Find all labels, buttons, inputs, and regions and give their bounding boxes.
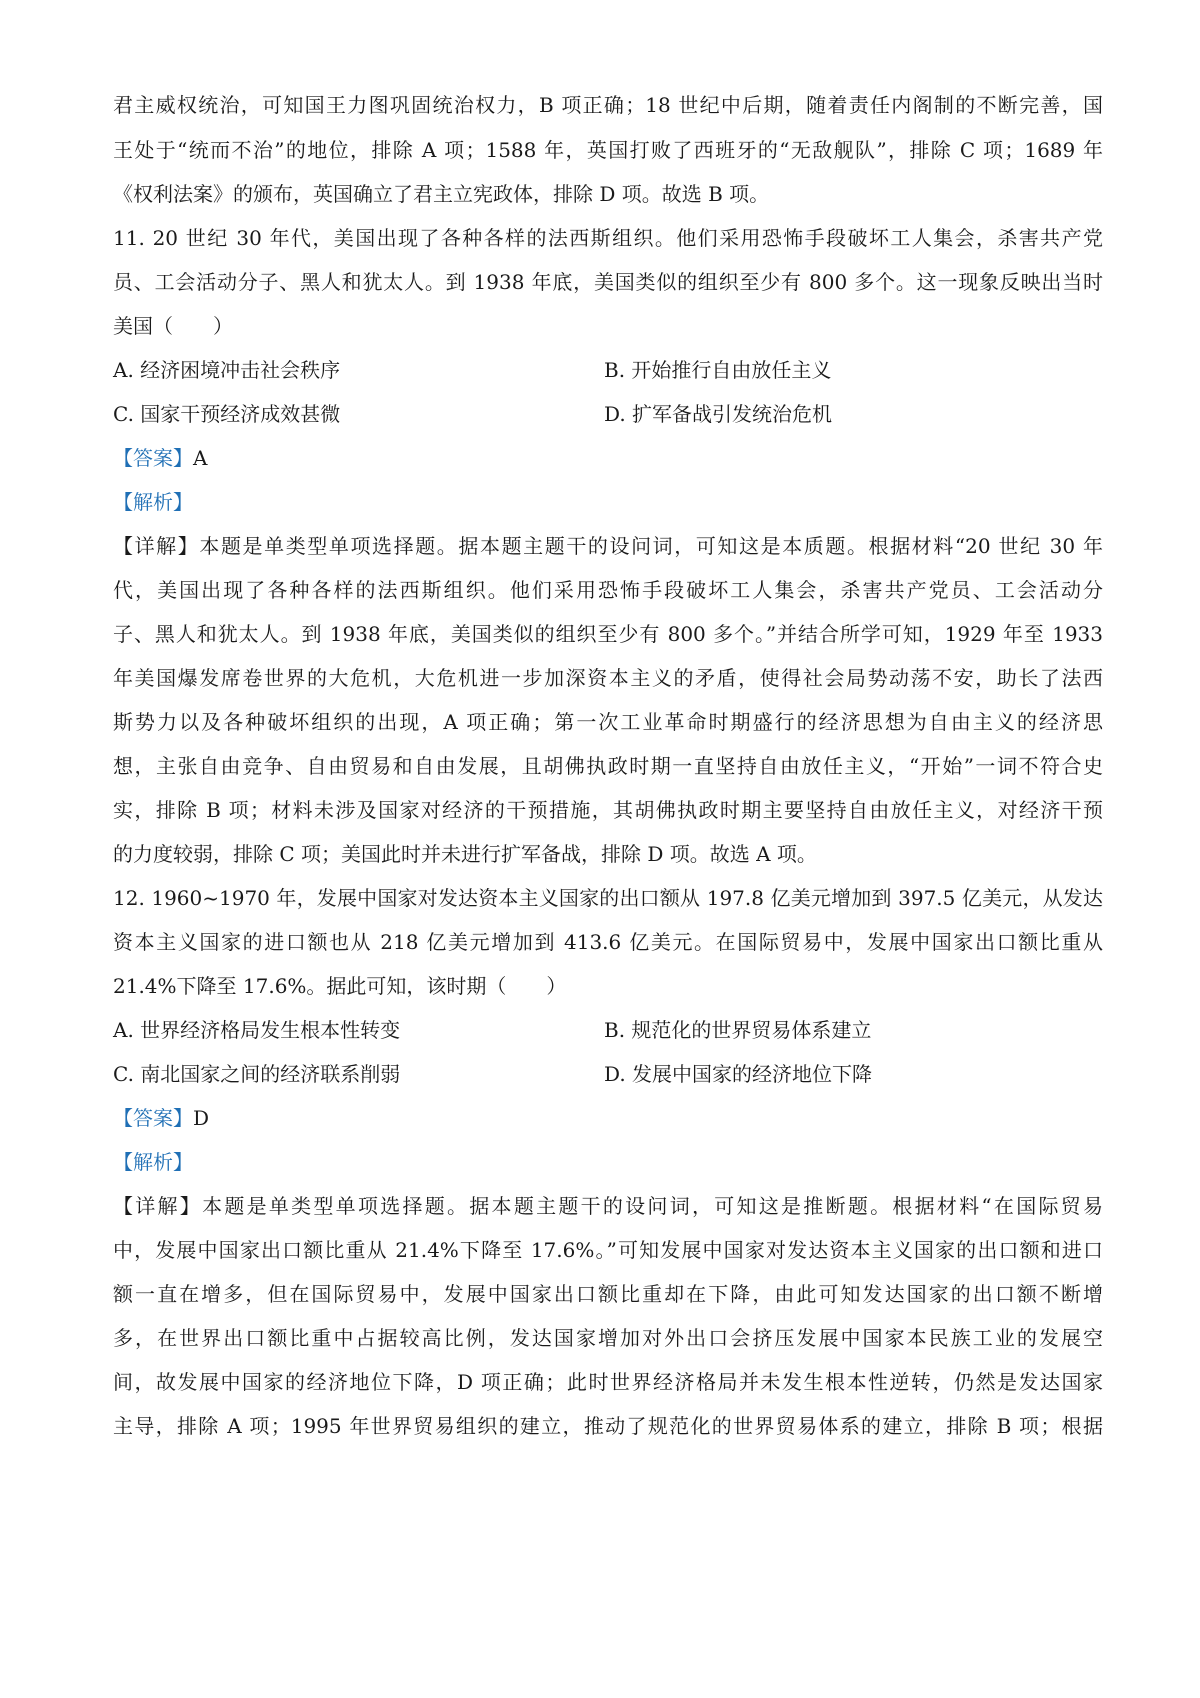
q11-option-c: C. 国家干预经济成效甚微 (113, 402, 341, 426)
q12-answer (113, 1104, 209, 1132)
q11-detail-line (113, 532, 1103, 560)
q11-detail-line: 想，主张自由竞争、自由贸易和自由发展，且胡佛执政时期一直坚持自由放任主义，“开始”一词不符合史 (113, 754, 1103, 778)
q12-option-b: B. 规范化的世界贸易体系建立 (604, 1018, 872, 1042)
q12-stem-line: 12. 1960~1970 年，发展中国家对发达资本主义国家的出口额从 197.8 亿美元增加到 397.5 亿美元，从发达 (113, 886, 1103, 910)
answer-value: D (193, 1106, 210, 1130)
q12-detail-line (113, 1192, 1103, 1220)
answer-value: A (193, 446, 208, 470)
analysis-tag: 【解析】 (113, 490, 193, 514)
q11-answer (113, 444, 207, 472)
q12-detail-line: 多，在世界出口额比重中占据较高比例，发达国家增加对外出口会挤压发展中国家本民族工业的发展空 (113, 1326, 1103, 1350)
prev-explanation-line: 《权利法案》的颁布，英国确立了君主立宪政体，排除 D 项。故选 B 项。 (113, 182, 770, 206)
q12-stem-line: 21.4%下降至 17.6%。据此可知，该时期（ ） (113, 974, 567, 998)
q11-detail-line: 斯势力以及各种破坏组织的出现，A 项正确；第一次工业革命时期盛行的经济思想为自由主义的经济思 (113, 710, 1103, 734)
q12-detail-line: 中，发展中国家出口额比重从 21.4%下降至 17.6%。”可知发展中国家对发达资本主义国家的出口额和进口 (113, 1238, 1103, 1262)
q12-option-d: D. 发展中国家的经济地位下降 (604, 1062, 873, 1086)
q12-option-a: A. 世界经济格局发生根本性转变 (113, 1018, 401, 1042)
detail-tag: 【详解】 (113, 534, 200, 558)
detail-text: 本题是单类型单项选择题。据本题主题干的设问词，可知这是本质题。根据材料“20 世纪 30 年 (199, 534, 1104, 558)
q11-detail-line: 实，排除 B 项；材料未涉及国家对经济的干预措施，其胡佛执政时期主要坚持自由放任主义，对经济干预 (113, 798, 1103, 822)
q11-detail-line: 子、黑人和犹太人。到 1938 年底，美国类似的组织至少有 800 多个。”并结合所学可知，1929 年至 1933 (113, 622, 1103, 646)
q12-stem-line: 资本主义国家的进口额也从 218 亿美元增加到 413.6 亿美元。在国际贸易中，发展中国家出口额比重从 (113, 930, 1103, 954)
q11-option-a: A. 经济困境冲击社会秩序 (113, 358, 341, 382)
q11-stem-line: 美国（ ） (113, 314, 233, 338)
q12-detail-line: 间，故发展中国家的经济地位下降，D 项正确；此时世界经济格局并未发生根本性逆转，仍然是发达国家 (113, 1370, 1103, 1394)
q11-stem-line: 员、工会活动分子、黑人和犹太人。到 1938 年底，美国类似的组织至少有 800 多个。这一现象反映出当时 (113, 270, 1103, 294)
q11-analysis-tag (113, 488, 193, 516)
q12-analysis-tag (113, 1148, 193, 1176)
q11-detail-line: 代，美国出现了各种各样的法西斯组织。他们采用恐怖手段破坏工人集会，杀害共产党员、工会活动分 (113, 578, 1103, 602)
detail-text: 本题是单类型单项选择题。据本题主题干的设问词，可知这是推断题。根据材料“在国际贸易 (202, 1194, 1103, 1218)
detail-tag: 【详解】 (113, 1194, 203, 1218)
q11-option-b: B. 开始推行自由放任主义 (604, 358, 832, 382)
q11-option-d: D. 扩军备战引发统治危机 (604, 402, 833, 426)
q11-detail-line: 年美国爆发席卷世界的大危机，大危机进一步加深资本主义的矛盾，使得社会局势动荡不安，助长了法西 (113, 666, 1103, 690)
answer-tag: 【答案】 (113, 446, 193, 470)
prev-explanation-line: 君主威权统治，可知国王力图巩固统治权力，B 项正确；18 世纪中后期，随着责任内阁制的不断完善，国 (113, 93, 1103, 117)
q11-detail-line: 的力度较弱，排除 C 项；美国此时并未进行扩军备战，排除 D 项。故选 A 项。 (113, 842, 817, 866)
analysis-tag: 【解析】 (113, 1150, 193, 1174)
answer-tag: 【答案】 (113, 1106, 193, 1130)
q11-stem-line: 11. 20 世纪 30 年代，美国出现了各种各样的法西斯组织。他们采用恐怖手段破坏工人集会，杀害共产党 (113, 226, 1103, 250)
q12-detail-line: 主导，排除 A 项；1995 年世界贸易组织的建立，推动了规范化的世界贸易体系的建立，排除 B 项；根据 (113, 1414, 1103, 1438)
prev-explanation-line: 王处于“统而不治”的地位，排除 A 项；1588 年，英国打败了西班牙的“无敌舰队”，排除 C 项；1689 年 (113, 138, 1103, 162)
q12-option-c: C. 南北国家之间的经济联系削弱 (113, 1062, 401, 1086)
q12-detail-line: 额一直在增多，但在国际贸易中，发展中国家出口额比重却在下降，由此可知发达国家的出口额不断增 (113, 1282, 1103, 1306)
